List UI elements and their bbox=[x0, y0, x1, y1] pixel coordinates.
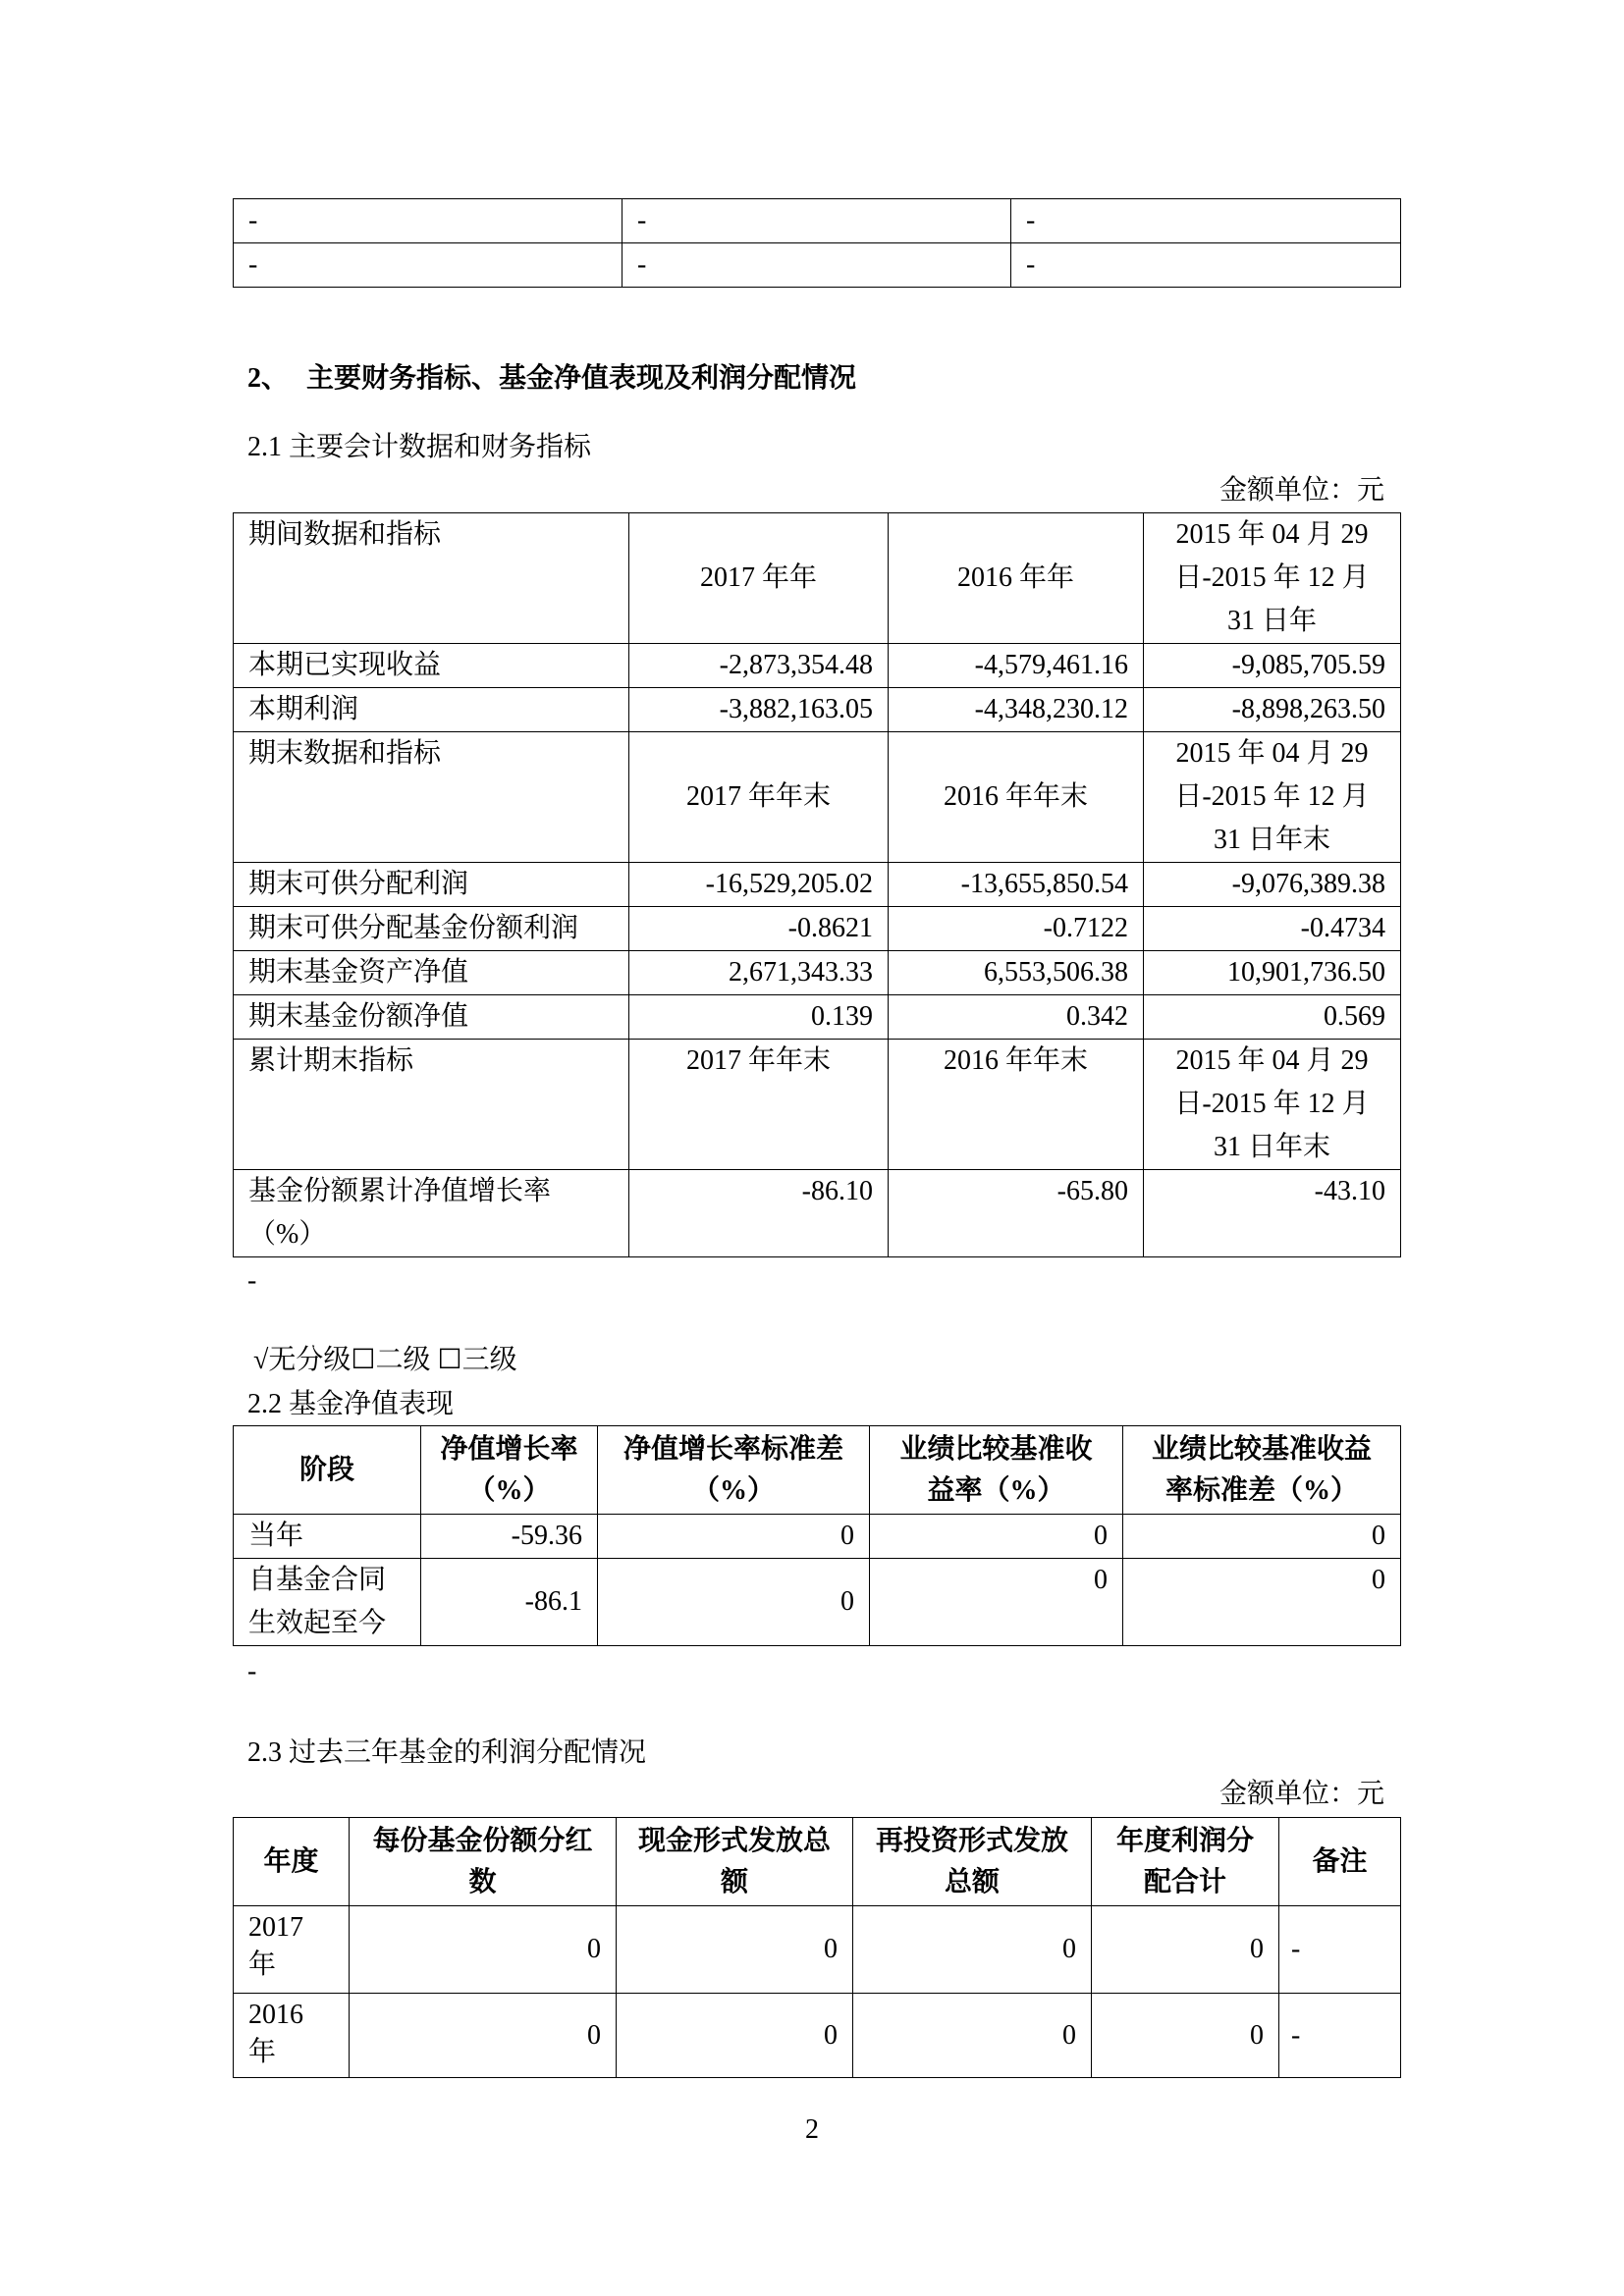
header-cell bbox=[598, 1426, 870, 1515]
header-cell bbox=[234, 1426, 421, 1515]
page-number: 2 bbox=[805, 2114, 819, 2145]
table-cell: - bbox=[623, 243, 1011, 288]
header-cell bbox=[1092, 1818, 1279, 1906]
row-label-cell: 本期已实现收益 bbox=[234, 644, 629, 688]
row-label-line: 自基金合同 bbox=[248, 1565, 387, 1595]
row-label-line: 年 bbox=[248, 1949, 277, 1980]
table-header-row bbox=[234, 513, 1401, 644]
header-cell bbox=[421, 1426, 598, 1515]
value-cell: 0 bbox=[350, 1994, 617, 2078]
header-period-line: 2015 年 04 月 29 bbox=[1175, 1045, 1369, 1076]
amount-unit-label: 金额单位：元 bbox=[1218, 1779, 1384, 1809]
row-label-cell: 期末基金资产净值 bbox=[234, 951, 629, 995]
row-label-line: 2017 bbox=[248, 1912, 303, 1943]
value-cell: 0 bbox=[1123, 1559, 1401, 1646]
remark-cell: - bbox=[1279, 1906, 1401, 1994]
row-label-cell bbox=[234, 1170, 629, 1257]
value-cell: -86.10 bbox=[629, 1170, 889, 1257]
table-row bbox=[234, 907, 1401, 951]
value-cell: 2,671,343.33 bbox=[629, 951, 889, 995]
table-row bbox=[234, 644, 1401, 688]
table-cell: - bbox=[234, 243, 623, 288]
table-row bbox=[234, 863, 1401, 907]
header-period-line: 2015 年 04 月 29 bbox=[1175, 519, 1369, 550]
header-line: 再投资形式发放 bbox=[875, 1825, 1068, 1856]
row-label-cell: 当年 bbox=[234, 1515, 421, 1559]
share-class-options: √无分级☐二级 ☐三级 bbox=[253, 1345, 517, 1375]
header-line: 益率（%） bbox=[927, 1474, 1065, 1506]
header-period-cell bbox=[1144, 513, 1401, 644]
value-cell: 0 bbox=[853, 1906, 1092, 1994]
value-cell: -0.7122 bbox=[889, 907, 1144, 951]
header-line: （%） bbox=[691, 1474, 775, 1506]
value-cell: -2,873,354.48 bbox=[629, 644, 889, 688]
value-cell: 0 bbox=[870, 1515, 1123, 1559]
table-row bbox=[234, 243, 1401, 288]
header-line: 年度利润分 bbox=[1115, 1825, 1254, 1856]
header-line: 数 bbox=[468, 1866, 497, 1897]
value-cell: 0.342 bbox=[889, 995, 1144, 1040]
table-cell: - bbox=[234, 199, 623, 243]
accounting-data-table bbox=[233, 512, 1401, 1257]
value-cell: 0.569 bbox=[1144, 995, 1401, 1040]
row-label-cell: 期末可供分配基金份额利润 bbox=[234, 907, 629, 951]
header-line: 净值增长率标准差 bbox=[623, 1433, 843, 1465]
header-line: 阶段 bbox=[298, 1454, 354, 1485]
row-label-line: （%） bbox=[248, 1219, 327, 1250]
row-label-cell: 期末基金份额净值 bbox=[234, 995, 629, 1040]
header-period-line: 31 日年 bbox=[1226, 606, 1317, 636]
table-row bbox=[234, 1515, 1401, 1559]
profit-distribution-table bbox=[233, 1817, 1401, 2078]
header-line: 率标准差（%） bbox=[1164, 1474, 1358, 1506]
table-row bbox=[234, 951, 1401, 995]
header-line: 每份基金份额分红 bbox=[372, 1825, 593, 1856]
table-note: - bbox=[247, 1265, 257, 1296]
header-year-cell: 2016 年年 bbox=[889, 513, 1144, 644]
nav-performance-table bbox=[233, 1425, 1401, 1646]
value-cell: 0.139 bbox=[629, 995, 889, 1040]
table-cell: - bbox=[1011, 199, 1401, 243]
header-year-cell: 2017 年年 bbox=[629, 513, 889, 644]
table-header-row bbox=[234, 1426, 1401, 1515]
value-cell: 0 bbox=[1092, 1906, 1279, 1994]
row-label-line: 年 bbox=[248, 2037, 277, 2067]
table-row bbox=[234, 1559, 1401, 1646]
header-period-line: 2015 年 04 月 29 bbox=[1175, 738, 1369, 769]
value-cell: 0 bbox=[1123, 1515, 1401, 1559]
section-number: 2、 bbox=[247, 363, 290, 394]
table-header-row bbox=[234, 1818, 1401, 1906]
row-label-cell bbox=[234, 1559, 421, 1646]
header-period-cell bbox=[1144, 1040, 1401, 1170]
header-cell bbox=[853, 1818, 1092, 1906]
subsection-title-2-3: 2.3 过去三年基金的利润分配情况 bbox=[247, 1737, 647, 1768]
header-line: 额 bbox=[720, 1866, 748, 1897]
row-label-line: 2016 bbox=[248, 2000, 303, 2030]
header-period-line: 日-2015 年 12 月 bbox=[1174, 562, 1370, 593]
table-cell: - bbox=[623, 199, 1011, 243]
row-label-cell bbox=[234, 1906, 350, 1994]
header-year-cell: 2017 年年末 bbox=[629, 1040, 889, 1170]
value-cell: -59.36 bbox=[421, 1515, 598, 1559]
table-row bbox=[234, 1994, 1401, 2078]
header-cell bbox=[617, 1818, 853, 1906]
value-cell: -8,898,263.50 bbox=[1144, 688, 1401, 732]
row-label-cell: 本期利润 bbox=[234, 688, 629, 732]
header-line: 年度 bbox=[263, 1845, 319, 1877]
table-header-row bbox=[234, 732, 1401, 863]
header-year-cell: 2016 年年末 bbox=[889, 732, 1144, 863]
table-row bbox=[234, 995, 1401, 1040]
value-cell: -65.80 bbox=[889, 1170, 1144, 1257]
header-label-cell: 累计期末指标 bbox=[234, 1040, 629, 1170]
continuation-table bbox=[233, 198, 1401, 288]
header-line: 净值增长率 bbox=[440, 1433, 578, 1465]
header-cell bbox=[350, 1818, 617, 1906]
value-cell: -16,529,205.02 bbox=[629, 863, 889, 907]
header-period-line: 日-2015 年 12 月 bbox=[1174, 781, 1370, 812]
table-cell: - bbox=[1011, 243, 1401, 288]
table-note: - bbox=[247, 1656, 257, 1686]
header-period-line: 31 日年末 bbox=[1213, 1132, 1330, 1162]
value-cell: -0.4734 bbox=[1144, 907, 1401, 951]
value-cell: 0 bbox=[1092, 1994, 1279, 2078]
header-year-cell: 2017 年年末 bbox=[629, 732, 889, 863]
value-cell: -43.10 bbox=[1144, 1170, 1401, 1257]
value-cell: -4,348,230.12 bbox=[889, 688, 1144, 732]
header-period-line: 31 日年末 bbox=[1213, 825, 1330, 855]
table-row bbox=[234, 1170, 1401, 1257]
header-cell bbox=[234, 1818, 350, 1906]
section-title: 主要财务指标、基金净值表现及利润分配情况 bbox=[306, 363, 857, 394]
row-label-cell: 期末可供分配利润 bbox=[234, 863, 629, 907]
value-cell: 0 bbox=[350, 1906, 617, 1994]
value-cell: 0 bbox=[598, 1559, 870, 1646]
table-header-row bbox=[234, 1040, 1401, 1170]
value-cell: -3,882,163.05 bbox=[629, 688, 889, 732]
value-cell: 0 bbox=[617, 1906, 853, 1994]
value-cell: -0.8621 bbox=[629, 907, 889, 951]
value-cell: -13,655,850.54 bbox=[889, 863, 1144, 907]
row-label-line: 生效起至今 bbox=[248, 1608, 387, 1638]
header-cell bbox=[870, 1426, 1123, 1515]
value-cell: -9,076,389.38 bbox=[1144, 863, 1401, 907]
value-cell: -9,085,705.59 bbox=[1144, 644, 1401, 688]
value-cell: 6,553,506.38 bbox=[889, 951, 1144, 995]
value-cell: -4,579,461.16 bbox=[889, 644, 1144, 688]
value-cell: 0 bbox=[598, 1515, 870, 1559]
table-row bbox=[234, 688, 1401, 732]
remark-cell: - bbox=[1279, 1994, 1401, 2078]
header-year-cell: 2016 年年末 bbox=[889, 1040, 1144, 1170]
table-row bbox=[234, 1906, 1401, 1994]
header-line: （%） bbox=[467, 1474, 551, 1506]
header-line: 现金形式发放总 bbox=[637, 1825, 831, 1856]
header-period-cell bbox=[1144, 732, 1401, 863]
table-row bbox=[234, 199, 1401, 243]
header-line: 备注 bbox=[1312, 1845, 1368, 1877]
header-label-cell: 期末数据和指标 bbox=[234, 732, 629, 863]
header-period-line: 日-2015 年 12 月 bbox=[1174, 1089, 1370, 1119]
amount-unit-label: 金额单位：元 bbox=[1218, 475, 1384, 506]
value-cell: 10,901,736.50 bbox=[1144, 951, 1401, 995]
subsection-title-2-1: 2.1 主要会计数据和财务指标 bbox=[247, 432, 592, 462]
row-label-cell bbox=[234, 1994, 350, 2078]
header-label-cell: 期间数据和指标 bbox=[234, 513, 629, 644]
header-line: 总额 bbox=[944, 1866, 1000, 1897]
header-line: 业绩比较基准收益 bbox=[1151, 1433, 1372, 1465]
header-cell bbox=[1123, 1426, 1401, 1515]
value-cell: 0 bbox=[870, 1559, 1123, 1646]
header-cell bbox=[1279, 1818, 1401, 1906]
value-cell: 0 bbox=[853, 1994, 1092, 2078]
value-cell: -86.1 bbox=[421, 1559, 598, 1646]
header-line: 配合计 bbox=[1143, 1866, 1226, 1897]
value-cell: 0 bbox=[617, 1994, 853, 2078]
subsection-title-2-2: 2.2 基金净值表现 bbox=[247, 1389, 455, 1419]
row-label-line: 基金份额累计净值增长率 bbox=[248, 1176, 552, 1206]
header-line: 业绩比较基准收 bbox=[899, 1433, 1093, 1465]
